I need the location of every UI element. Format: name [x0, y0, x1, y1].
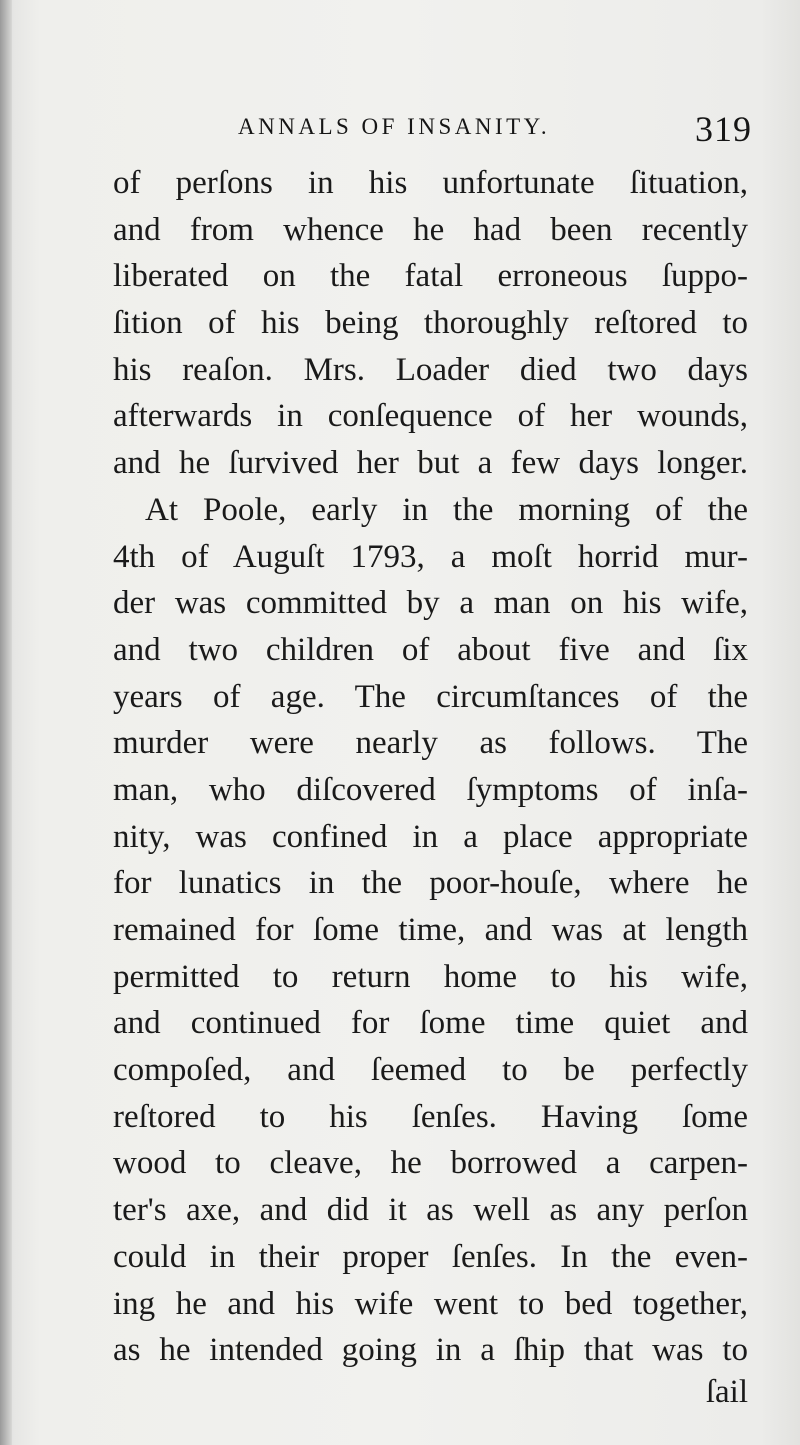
text-line: and he ſurvived her but a few days longer. — [113, 445, 748, 482]
page-number: 319 — [695, 109, 752, 149]
catchword: ſail — [705, 1374, 748, 1410]
text-line: and continued for ſome time quiet and — [113, 1005, 748, 1042]
text-line: nity, was confined in a place appropriate — [113, 818, 748, 855]
text-line: liberated on the fatal erroneous ſuppo- — [113, 258, 748, 295]
text-line: At Poole, early in the morning of the — [145, 491, 748, 528]
text-line: and two children of about five and ſix — [113, 631, 748, 668]
text-line: der was committed by a man on his wife, — [113, 585, 748, 622]
running-title: ANNALS OF INSANITY. — [238, 114, 551, 139]
text-line: years of age. The circumſtances of the — [113, 678, 748, 715]
text-line: 4th of Auguſt 1793, a moſt horrid mur- — [113, 538, 748, 575]
text-line: afterwards in conſequence of her wounds, — [113, 398, 748, 435]
text-line: ing he and his wife went to bed together, — [113, 1285, 748, 1322]
text-line: wood to cleave, he borrowed a carpen- — [113, 1145, 748, 1182]
text-line: murder were nearly as follows. The — [113, 725, 748, 762]
text-line: ter's axe, and did it as well as any perſon — [113, 1192, 748, 1229]
text-line: for lunatics in the poor-houſe, where he — [113, 865, 748, 902]
text-line: and from whence he had been recently — [113, 211, 748, 248]
text-line: as he intended going in a ſhip that was to — [113, 1332, 748, 1369]
text-line: remained for ſome time, and was at length — [113, 912, 748, 948]
page-binding-edge — [0, 0, 12, 1445]
text-line: permitted to return home to his wife, — [113, 958, 748, 995]
body-text — [113, 160, 748, 1374]
text-line: man, who diſcovered ſymptoms of inſa- — [113, 771, 748, 808]
text-line: compoſed, and ſeemed to be perfectly — [113, 1052, 748, 1089]
text-line: reſtored to his ſenſes. Having ſome — [113, 1098, 748, 1135]
page-header — [110, 108, 760, 156]
text-line: his reaſon. Mrs. Loader died two days — [113, 351, 748, 388]
text-line: of perſons in his unfortunate ſituation, — [113, 165, 748, 201]
text-line: could in their proper ſenſes. In the even- — [113, 1238, 748, 1275]
text-line: ſition of his being thoroughly reſtored to — [113, 305, 748, 342]
